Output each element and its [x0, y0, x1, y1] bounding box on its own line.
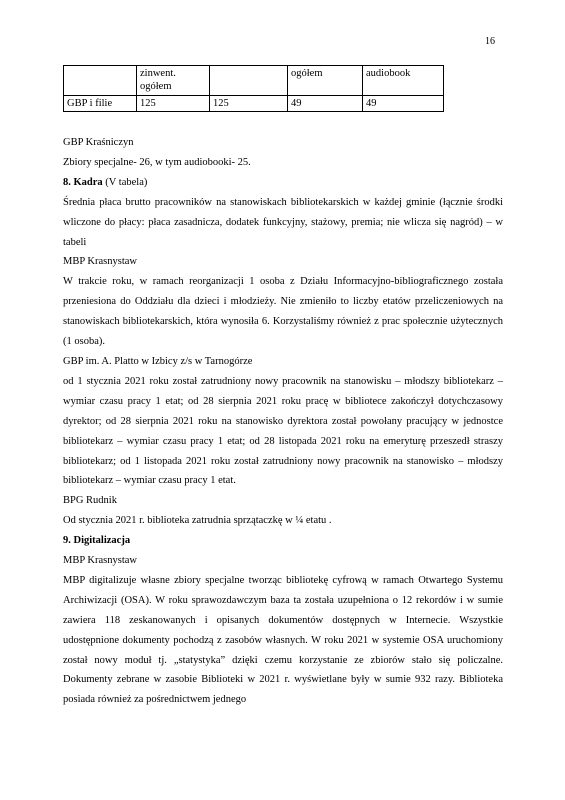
table-cell: 125	[137, 96, 210, 112]
library-name: GBP Kraśniczyn	[63, 137, 134, 148]
library-name: MBP Krasnystaw	[63, 555, 137, 567]
table-cell: zinwent. ogółem	[137, 66, 210, 96]
paragraph: W trakcie roku, w ramach reorganizacji 1 osoba z Działu Informacyjno-bibliograficznego została przeniesiona do Oddziału dla dzieci i młodzieży. Nie zmieniło to liczby etatów przeliczeniowych na stanowiskach bibliotekarskich, która wynosiła 6. Korzystaliśmy również z prac społecznie użytecznych (1 osoba).	[63, 276, 503, 348]
table-cell: GBP i filie	[64, 96, 137, 112]
table-cell: 49	[288, 96, 363, 112]
table-cell: audiobook	[363, 66, 444, 96]
library-name: BPG Rudnik	[63, 495, 117, 507]
section-heading-suffix: (V tabela)	[102, 176, 148, 188]
table-cell: 125	[210, 96, 288, 112]
section-heading: 9. Digitalizacja	[63, 535, 131, 547]
table-cell: ogółem	[288, 66, 363, 96]
paragraph: MBP digitalizuje własne zbiory specjalne tworząc bibliotekę cyfrową w ramach Otwartego Systemu Archiwizacji (OSA). W roku sprawozdawczym baza ta została uzupełniona o 12 rekordów i w sumie zawiera 118 zeskanowanych i opisanych dokumentów dostępnych w Internecie. Wszystkie udostępnione dokumenty pochodzą z zasobów własnych. W roku 2021 w systemie OSA uruchomiony został nowy moduł tj. „statystyka” dzięki czemu korzystanie ze zbiorów stało się policzalne. Dokumenty zebrane w zasobie Biblioteki w 2021 r. wyświetlane były w sumie 932 razy. Biblioteka posiada również za pośrednictwem jednego	[63, 574, 503, 706]
section-heading	[63, 173, 503, 193]
document-body	[63, 133, 503, 710]
paragraph: Od stycznia 2021 r. biblioteka zatrudnia sprzątaczkę w ¼ etatu .	[63, 515, 332, 527]
paragraph: Zbiory specjalne- 26, w tym audiobooki- 25.	[63, 156, 251, 168]
library-name: MBP Krasnystaw	[63, 256, 137, 268]
table-row	[64, 96, 444, 112]
paragraph: Średnia płaca brutto pracowników na stanowiskach bibliotekarskich w każdej gminie (łącznie środki wliczone do płacy: płaca zasadnicza, dodatek funkcyjny, stażowy, premia; nie wlicza się nagród) – w tabeli	[63, 196, 503, 248]
table-cell	[210, 66, 288, 96]
paragraph: od 1 stycznia 2021 roku został zatrudniony nowy pracownik na stanowisku – młodszy bibliotekarz – wymiar czasu pracy 1 etat; od 28 sierpnia 2021 roku pracę w bibliotece zakończył dotychczasowy dyrektor; od 28 sierpnia 2021 roku na stanowisko dyrektora został powołany pracujący w jednostce bibliotekarz – wymiar czasu pracy 1 etat; od 28 listopada 2021 roku na emeryturę przeszedł straszy bibliotekarz; od 1 listopada 2021 roku został zatrudniony nowy pracownik na stanowisko – młodszy bibliotekarz – wymiar czasu pracy 1 etat.	[63, 375, 503, 487]
table-cell: 49	[363, 96, 444, 112]
table-header-row	[64, 66, 444, 96]
section-number-title: 8. Kadra	[63, 176, 103, 188]
library-name: GBP im. A. Platto w Izbicy z/s w Tarnogórze	[63, 355, 253, 367]
table-cell	[64, 66, 137, 96]
page-number: 16	[485, 36, 495, 47]
statistics-table	[63, 65, 444, 112]
